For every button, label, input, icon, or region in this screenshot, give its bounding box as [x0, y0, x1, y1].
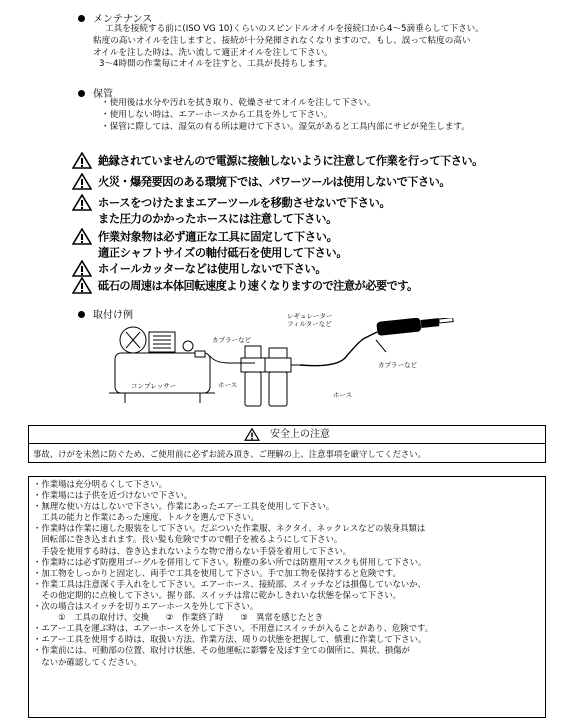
- safety-body-box: [28, 476, 546, 718]
- safety-line: ・次の場合はスイッチを切りエアーホースを外して下さい。: [33, 601, 259, 612]
- maintenance-line: 工具を接続する前に(ISO VG 10)くらいのスピンドルオイルを接続口から4～5滴垂らして下さい。: [105, 24, 484, 34]
- compressor-illustration: [109, 327, 215, 403]
- label-hose-left: ホース: [218, 381, 238, 389]
- storage-body: [101, 98, 470, 133]
- safety-header-box: [28, 425, 546, 463]
- warning-item: [72, 150, 483, 168]
- maintenance-line: 粘度の高いオイルを注しますと、接続が十分発揮されなくなりますので、もし、誤って粘度の高い: [93, 35, 471, 46]
- warning-item: [98, 208, 337, 226]
- storage-line: ・使用しない時は、エアーホースから工具を外して下さい。: [101, 109, 333, 120]
- safety-line: ・作業前には、可動部の位置、取付け状態、その他運転に影響を及ぼす全ての個所に、異状、損傷が: [33, 645, 410, 656]
- warning-text: 火災・爆発要因のある環境下では、パワーツールは使用しないで下さい。: [98, 175, 451, 189]
- warning-text: ホイールカッターなどは使用しないで下さい。: [98, 262, 327, 276]
- safety-line: ・作業場には子供を近づけないで下さい。: [33, 490, 193, 501]
- warning-triangle-icon: [72, 152, 92, 169]
- bullet-icon: [78, 90, 85, 97]
- safety-title: 安全上の注意: [270, 429, 330, 440]
- hose-left-line: [210, 356, 255, 363]
- safety-intro: 事故、けがを未然に防ぐため、ご使用前に必ずお読み頂き、ご理解の上、注意事項を厳守してください。: [33, 449, 426, 459]
- safety-line: ・無理な使い方はしないで下さい。作業にあったエアー工具を使用して下さい。: [33, 501, 335, 512]
- safety-line: その他定期的に点検して下さい。握り部、スイッチは常に乾かしきれいな状態を保って下さい。: [33, 589, 402, 600]
- warning-text: また圧力のかかったホースには注意して下さい。: [98, 212, 337, 226]
- safety-line: ・作業時は作業に適した服装をして下さい。だぶついた作業服、ネクタイ、ネックレスなどの装身具類は: [33, 523, 426, 534]
- warning-triangle-icon: [72, 277, 92, 294]
- label-coupler-left: カプラーなど: [212, 336, 251, 344]
- maintenance-line: オイルを注した時は、洗い流して適正オイルを注して下さい。: [93, 47, 333, 58]
- safety-line: 工具の能力と作業にあった速度、トルクを選んで下さい。: [33, 512, 259, 523]
- safety-line: ・エアー工具を運ぶ時は、エアーホースを外して下さい。不用意にスイッチが入ることがあり、危険です。: [33, 623, 434, 634]
- safety-line: ・作業時には必ず防塵用ゴーグルを併用して下さい。粉塵の多い所では防塵用マスクも併用して下さい。: [33, 556, 427, 567]
- warning-text: ホースをつけたままエアーツールを移動させないで下さい。: [98, 196, 391, 210]
- bullet-icon: [78, 15, 85, 22]
- hose-right-line: [300, 332, 377, 366]
- warning-item: [72, 171, 450, 189]
- safety-line: ないか確認してください。: [33, 656, 142, 667]
- maintenance-body: [93, 24, 484, 71]
- warning-item: [72, 258, 326, 276]
- safety-line: ・エアー工具を使用する時は、取扱い方法、作業方法、周りの状態を把握して、慎重に作業して下さい。: [33, 634, 427, 645]
- maintenance-heading: [78, 10, 152, 25]
- safety-line: ・作業場は充分明るくして下さい。: [33, 479, 167, 489]
- maintenance-title: メンテナンス: [93, 14, 153, 25]
- bullet-icon: [78, 311, 85, 318]
- safety-line: ・加工物をしっかりと固定し、両手で工具を使用して下さい。手で加工物を保持すると危険です。: [33, 567, 401, 578]
- storage-line: ・保管に際しては、湿気の有る所は避けて下さい。湿気があると工具内部にサビが発生します。: [101, 121, 470, 132]
- warning-text: 絶縁されていませんので電源に接触しないように注意して作業を行って下さい。: [98, 154, 483, 168]
- coupler-left-shape: [195, 351, 205, 357]
- label-regulator: レギュレーター: [287, 312, 333, 320]
- installation-title: 取付け例: [93, 310, 133, 321]
- label-hose-right: ホース: [333, 391, 353, 399]
- warning-triangle-icon: [244, 428, 260, 441]
- safety-line: 回転部に巻き込まれます。長い髪も危険ですので帽子を被るようにして下さい。: [33, 534, 343, 545]
- warning-triangle-icon: [72, 173, 92, 190]
- warning-triangle-icon: [72, 228, 92, 245]
- safety-line: 手袋を使用する時は、巻き込まれないような物で滑らない手袋を着用して下さい。: [33, 545, 352, 556]
- maintenance-line: 3～4時間の作業毎にオイルを注すと、工具が長持ちします。: [99, 59, 333, 70]
- storage-title: 保管: [93, 89, 113, 100]
- safety-title-row: [29, 426, 545, 443]
- safety-line: ① 工具の取付け、交換 ② 作業終了時 ③ 異常を感じたとき: [33, 612, 324, 623]
- safety-line: ・作業工具は注意深く手入れをして下さい。エアーホース、接続部、スイッチなどは損傷していないか、: [33, 578, 426, 589]
- air-tool-illustration: [376, 318, 453, 336]
- warning-text: 作業対象物は必ず適正な工具に固定して下さい。: [98, 230, 338, 244]
- storage-line: ・使用後は水分や汚れを拭き取り、乾燥させてオイルを注して下さい。: [101, 98, 376, 108]
- label-compressor: コンプレッサー: [131, 382, 177, 390]
- warning-item: [72, 275, 418, 293]
- warning-text: 砥石の周速は本体回転速度より速くなりますので注意が必要です。: [98, 279, 418, 293]
- safety-list: [33, 479, 433, 668]
- label-filter: フィルターなど: [287, 320, 332, 328]
- warning-triangle-icon: [72, 194, 92, 211]
- warning-text: 適正シャフトサイズの軸付砥石を使用して下さい。: [98, 246, 348, 260]
- regulator-illustration: [241, 346, 300, 406]
- coupler-right-leader: [376, 340, 386, 352]
- label-coupler-right: カプラーなど: [378, 361, 417, 369]
